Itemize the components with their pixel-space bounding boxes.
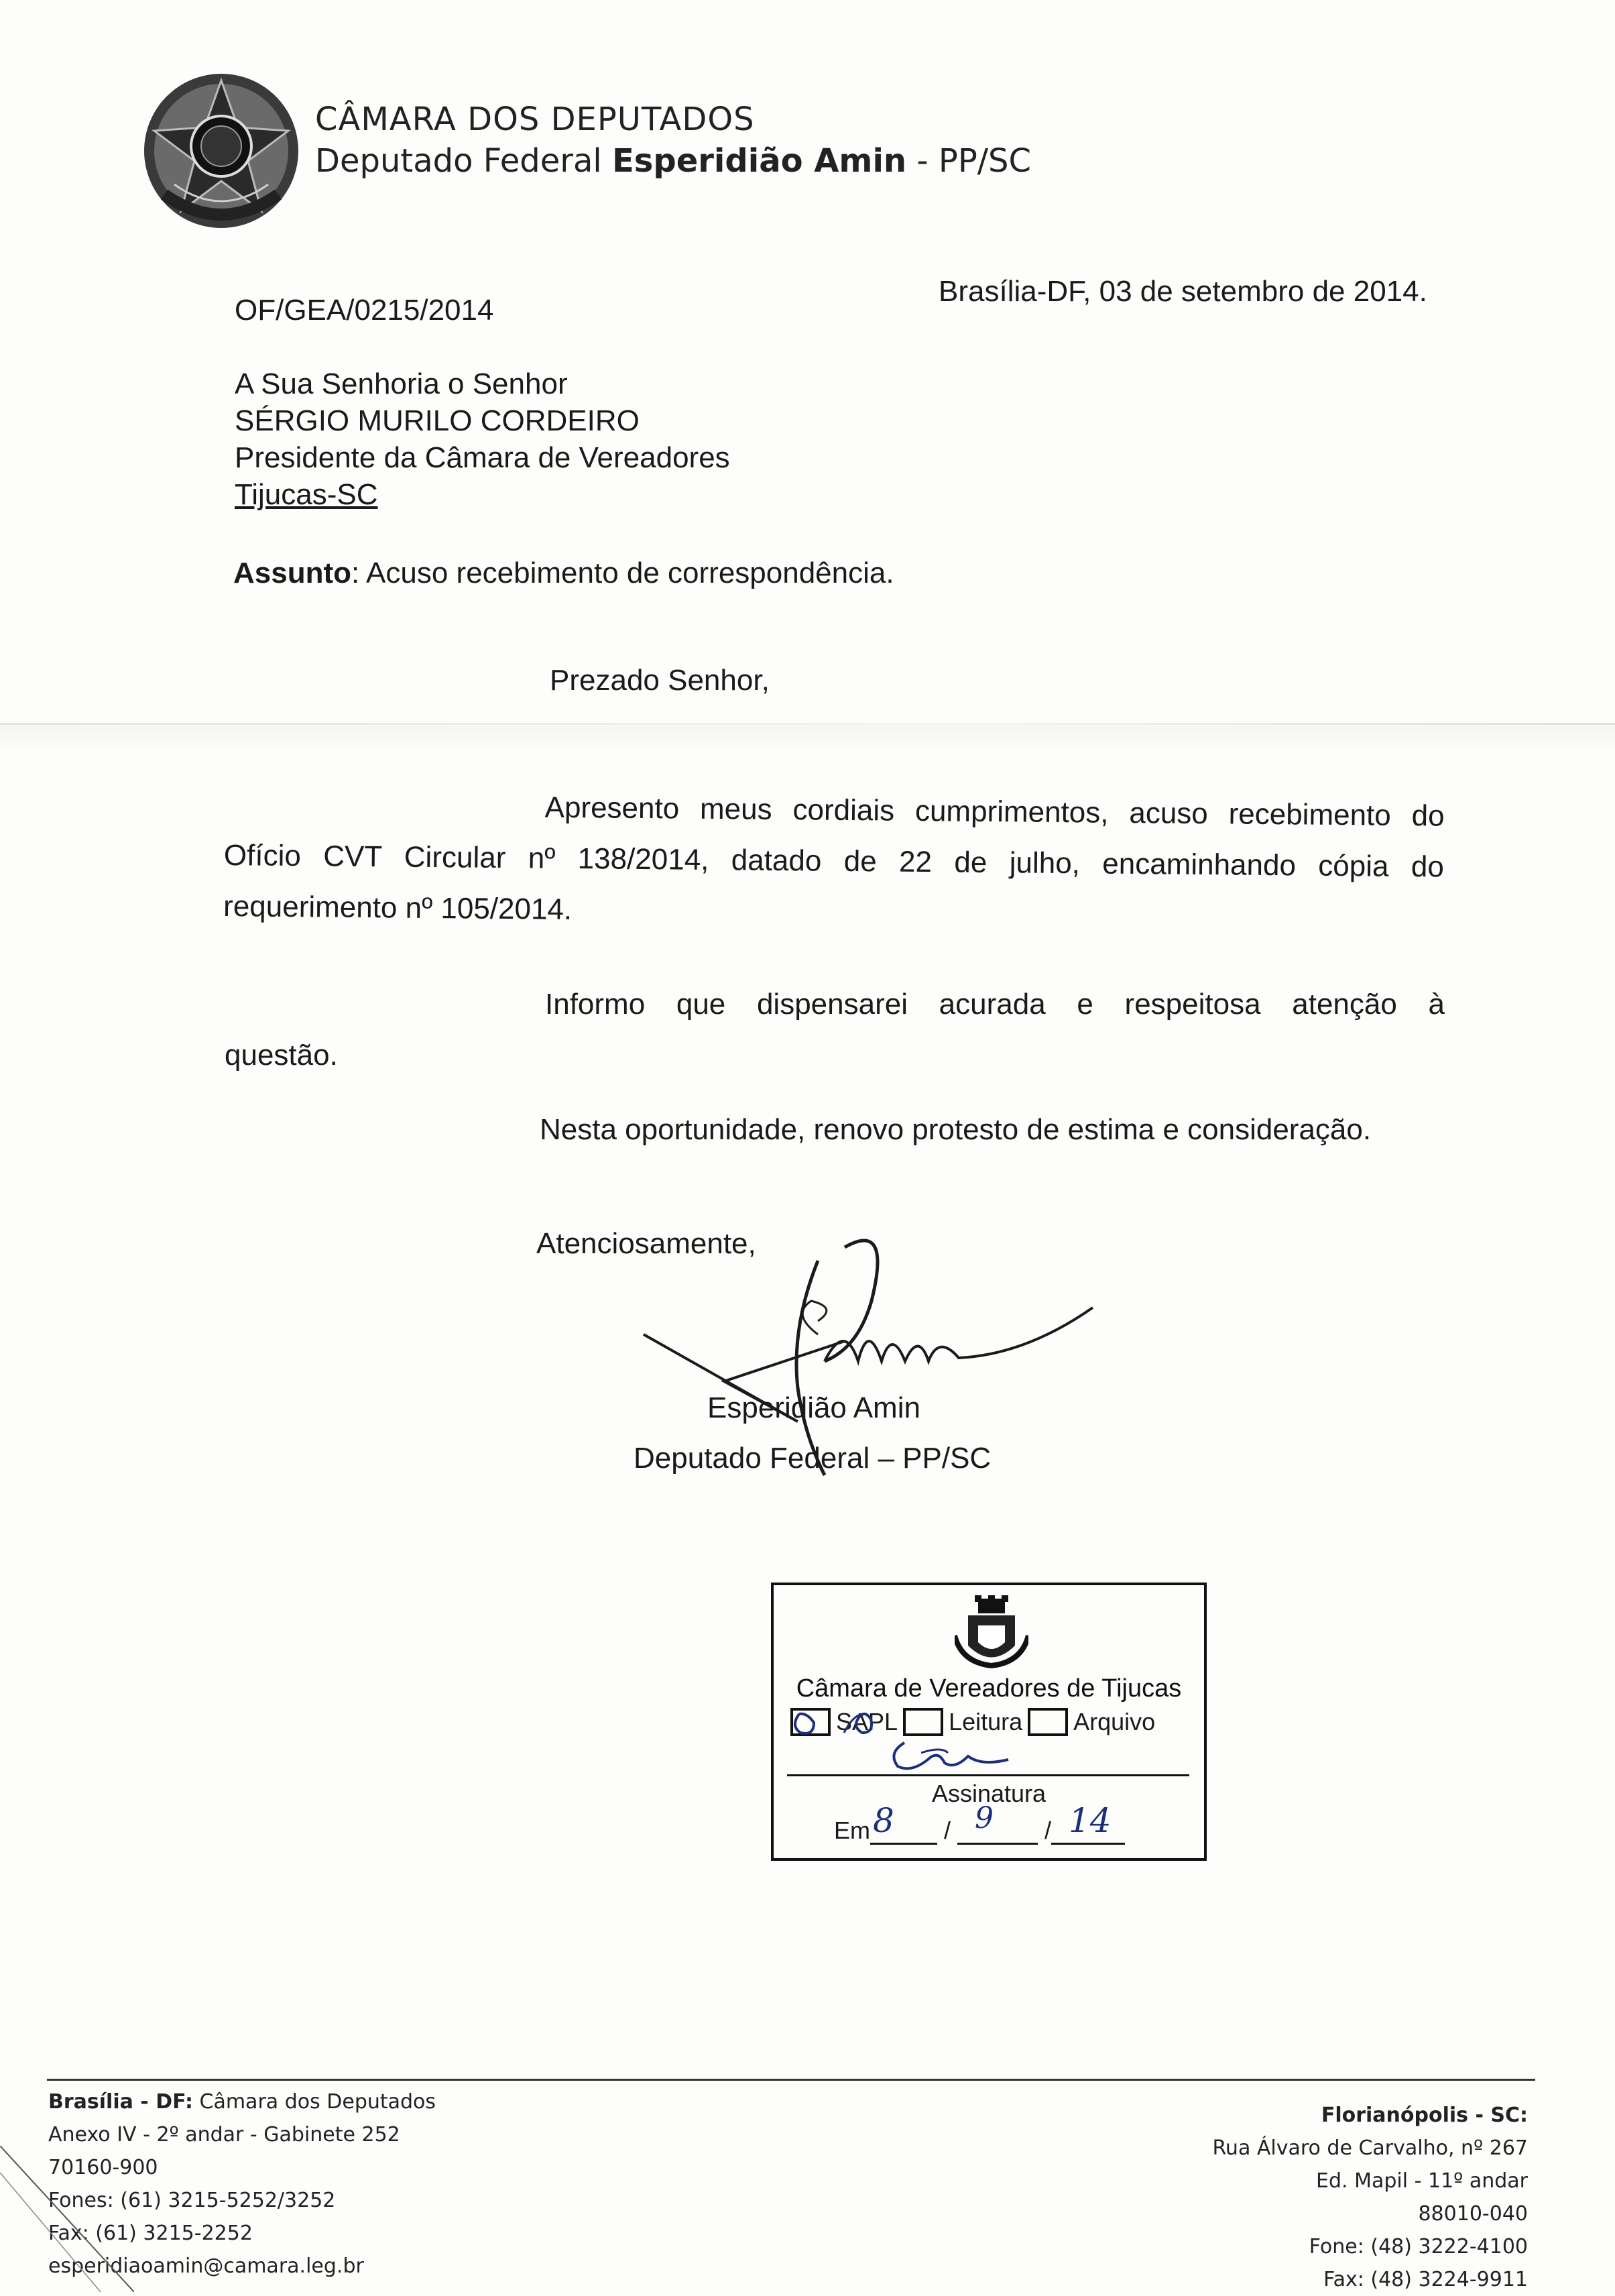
handwritten-check-marks (787, 1706, 894, 1746)
deputy-party: - PP/SC (916, 142, 1031, 180)
footer-brasilia-label: Brasília - DF: (48, 2090, 193, 2114)
footer-florianopolis-building: Ed. Mapil - 11º andar (1316, 2169, 1528, 2193)
organization-name: CÂMARA DOS DEPUTADOS (315, 101, 755, 138)
brazil-coat-of-arms-seal (137, 67, 305, 235)
greeting: Prezado Senhor, (550, 664, 770, 697)
footer-florianopolis-address (1212, 2099, 1528, 2296)
tijucas-crest-icon (955, 1595, 1028, 1672)
subject-label: Assunto (233, 557, 351, 589)
option-leitura: Leitura (949, 1708, 1023, 1735)
recipient-city: Tijucas-SC (235, 478, 378, 511)
footer-florianopolis-street: Rua Álvaro de Carvalho, nº 267 (1212, 2136, 1528, 2160)
paper-fold-shadow (0, 726, 1615, 752)
paragraph-3: Nesta oportunidade, renovo protesto de estima e consideração. (540, 1113, 1372, 1146)
stamp-month-blank (957, 1817, 1038, 1845)
footer-florianopolis-phone: Fone: (48) 3222-4100 (1309, 2235, 1528, 2258)
paragraph-1: Apresento meus cordiais cumprimentos, acuso recebimento do Ofício CVT Circular nº 138/2014, datado de 22 de julho, encaminhando cópia do requerimento nº 105/2014. (223, 791, 1445, 926)
footer-brasilia-fax: Fax: (61) 3215-2252 (48, 2222, 253, 2245)
deputy-header (315, 142, 1031, 180)
stamp-signature-label: Assinatura (931, 1780, 1046, 1807)
signer-name: Esperidião Amin (707, 1391, 920, 1424)
handwritten-initials (881, 1733, 1015, 1780)
footer-brasilia-zip: 70160-900 (48, 2156, 158, 2179)
footer-florianopolis-zip: 88010-040 (1418, 2202, 1528, 2226)
deputy-prefix: Deputado Federal (315, 142, 602, 180)
reference-number: OF/GEA/0215/2014 (235, 294, 494, 327)
option-arquivo: Arquivo (1073, 1708, 1156, 1735)
stamp-date: Em / / (834, 1817, 1125, 1845)
footer-brasilia-office: Anexo IV - 2º andar - Gabinete 252 (48, 2123, 400, 2146)
recipient-position: Presidente da Câmara de Vereadores (235, 441, 730, 474)
paragraph-2: Informo que dispensarei acurada e respeitosa atenção à questão. (225, 988, 1445, 1072)
receipt-stamp (771, 1583, 1207, 1861)
stamp-day-value: 8 (873, 1801, 894, 1840)
recipient-name: SÉRGIO MURILO CORDEIRO (235, 404, 640, 437)
folded-corner-mark (0, 2146, 134, 2292)
subject-text: : Acuso recebimento de correspondência. (351, 557, 894, 589)
stamp-year-value: 14 (1069, 1801, 1112, 1840)
recipient-block (235, 365, 730, 513)
signer-role: Deputado Federal – PP/SC (634, 1442, 992, 1475)
stamp-title: Câmara de Vereadores de Tijucas (796, 1674, 1182, 1703)
arquivo-checkbox (1028, 1708, 1068, 1736)
stamp-date-label: Em (834, 1817, 870, 1844)
deputy-name: Esperidião Amin (611, 142, 907, 180)
paper-fold-line (0, 723, 1615, 725)
footer-email: esperidiaoamin@camara.leg.br (48, 2254, 364, 2278)
footer-brasilia-phones: Fones: (61) 3215-5252/3252 (48, 2189, 336, 2212)
recipient-salutation: A Sua Senhoria o Senhor (235, 367, 568, 400)
closing: Atenciosamente, (536, 1227, 756, 1260)
stamp-month-value: 9 (975, 1801, 994, 1835)
footer-florianopolis-fax: Fax: (48) 3224-9911 (1323, 2268, 1528, 2291)
footer-rule (47, 2079, 1535, 2081)
leitura-checkbox (903, 1708, 943, 1736)
stamp-signature-line (787, 1774, 1189, 1776)
subject-line (233, 557, 894, 591)
footer-brasilia-building: Câmara dos Deputados (199, 2090, 436, 2114)
option-sapl: SAPL (836, 1708, 898, 1735)
letter-date: Brasília-DF, 03 de setembro de 2014. (939, 275, 1427, 308)
footer-florianopolis-label: Florianópolis - SC: (1321, 2104, 1528, 2127)
